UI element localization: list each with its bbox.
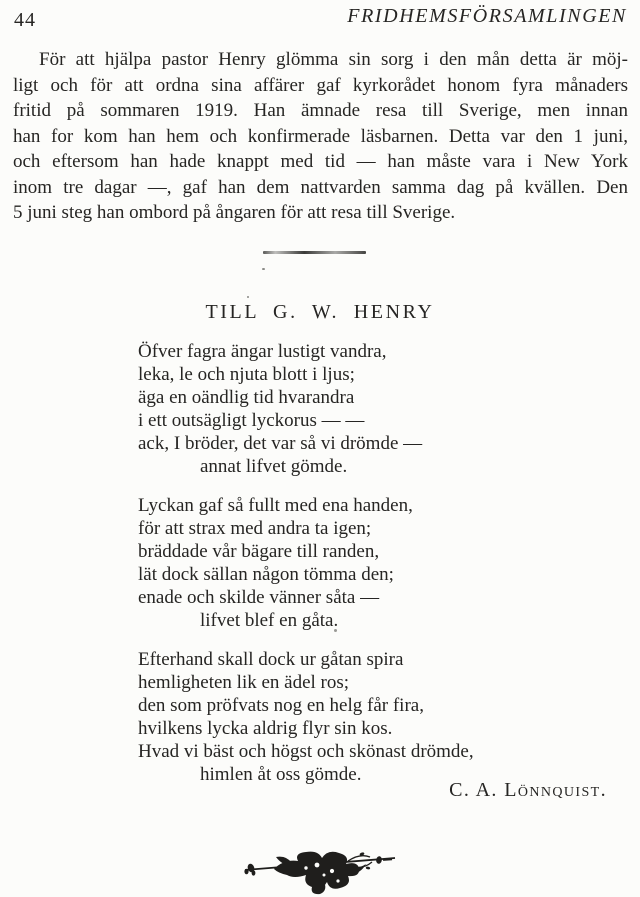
paragraph-line: 5 juni steg han ombord på ångaren för att resa till Sverige. [13,202,456,223]
body-paragraph [13,47,628,226]
floral-tailpiece-ornament [240,841,400,897]
poem-line: leka, le och njuta blott i ljus; [138,364,355,385]
poem-line: Lyckan gaf så fullt med ena handen, [138,495,413,516]
poem-stanza-2 [138,494,474,632]
poem-attribution: C. A. Lönnquist. [449,779,607,801]
poem-line: den som pröfvats nog en helg får fira, [138,695,424,716]
paragraph-line: han for kom han hem och konfirmerade läsbarnen. Detta var den 1 juni, [13,125,628,147]
poem-line: för att strax med andra ta igen; [138,518,372,539]
poem-line: ack, I bröder, det var så vi drömde — [138,433,423,454]
paragraph-line: För att hjälpa pastor Henry glömma sin sorg i den mån detta är möj- [39,49,628,70]
poem-line: enade och skilde vänner såta — [138,587,380,608]
poem-line: annat lifvet gömde. [200,456,348,477]
poem-line: i ett outsägligt lyckorus — — [138,410,365,431]
running-header: FRIDHEMSFÖRSAMLINGEN [347,5,627,27]
section-divider-rule [263,251,366,254]
paragraph-line: och eftersom han hade knappt med tid — han måste vara i New York [13,151,628,172]
scan-speck [247,296,249,298]
poem-line: bräddade vår bägare till randen, [138,541,380,562]
poem-stanza-3 [138,648,474,786]
paragraph-line: inom tre dagar —, gaf han dem nattvarden samma dag på kvällen. Den [13,176,628,198]
paragraph-line: ligt och för att ordna sina affärer gaf kyrkorådet honom fyra månaders [13,74,628,96]
page-number: 44 [14,9,36,31]
poem-body [138,340,474,786]
paragraph-line: fritid på sommaren 1919. Han ämnade resa till Sverige, men innan [13,100,628,121]
poem-line: hvilkens lycka aldrig flyr sin kos. [138,718,393,739]
poem-line: himlen åt oss gömde. [200,764,362,785]
poem-line: lät dock sällan någon tömma den; [138,564,394,585]
poem-line: äga en oändlig tid hvarandra [138,387,355,408]
poem-line: Hvad vi bäst och högst och skönast drömde, [138,741,474,762]
poem-title: TILL G. W. HENRY [205,301,435,323]
floral-tailpiece-icon [240,841,400,895]
poem-line: hemligheten lik en ädel ros; [138,672,350,693]
poem-stanza-1 [138,340,474,478]
scan-speck [262,268,265,270]
poem-line: Öfver fagra ängar lustigt vandra, [138,341,387,362]
poem-line: Efterhand skall dock ur gåtan spira [138,649,404,670]
poem-line: lifvet blef en gåta. [200,610,339,631]
